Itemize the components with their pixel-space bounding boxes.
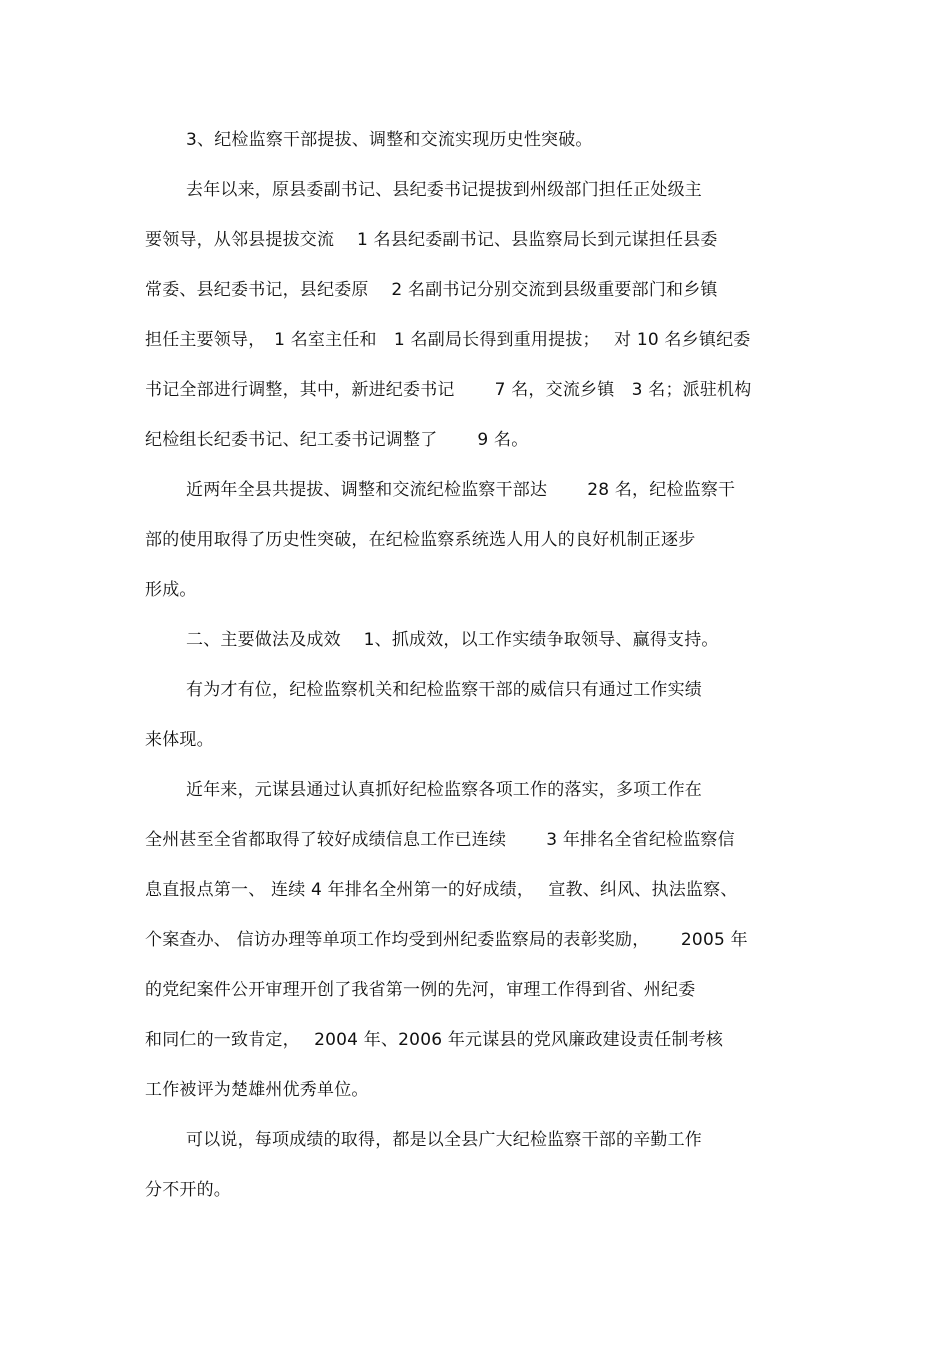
paragraph-line: 可以说，每项成绩的取得，都是以全县广大纪检监察干部的辛勤工作 — [186, 1130, 702, 1150]
paragraph-line: 息直报点第一、 连续 4 年排名全州第一的好成绩， 宣教、纠风、执法监察、 — [145, 880, 738, 900]
paragraph-line: 书记全部进行调整，其中，新进纪委书记 7 名，交流乡镇 3 名；派驻机构 — [145, 380, 752, 400]
paragraph-line: 担任主要领导， 1 名室主任和 1 名副局长得到重用提拔； 对 10 名乡镇纪委 — [145, 330, 751, 350]
paragraph-line: 要领导，从邻县提拔交流 1 名县纪委副书记、县监察局长到元谋担任县委 — [145, 230, 718, 250]
paragraph-line: 有为才有位，纪检监察机关和纪检监察干部的威信只有通过工作实绩 — [186, 680, 702, 700]
paragraph-line: 纪检组长纪委书记、纪工委书记调整了 9 名。 — [145, 430, 529, 450]
section-heading-3: 3、纪检监察干部提拔、调整和交流实现历史性突破。 — [186, 130, 593, 150]
paragraph-line: 近两年全县共提拔、调整和交流纪检监察干部达 28 名，纪检监察干 — [186, 480, 736, 500]
paragraph-line: 个案查办、 信访办理等单项工作均受到州纪委监察局的表彰奖励， 2005 年 — [145, 930, 748, 950]
paragraph-line: 部的使用取得了历史性突破，在纪检监察系统选人用人的良好机制正逐步 — [145, 530, 696, 550]
paragraph-line: 近年来，元谋县通过认真抓好纪检监察各项工作的落实，多项工作在 — [186, 780, 702, 800]
paragraph-line: 去年以来，原县委副书记、县纪委书记提拔到州级部门担任正处级主 — [186, 180, 702, 200]
paragraph-line: 的党纪案件公开审理开创了我省第一例的先河，审理工作得到省、州纪委 — [145, 980, 696, 1000]
paragraph-line: 分不开的。 — [145, 1180, 231, 1200]
paragraph-line: 来体现。 — [145, 730, 214, 750]
paragraph-line: 全州甚至全省都取得了较好成绩信息工作已连续 3 年排名全省纪检监察信 — [145, 830, 735, 850]
paragraph-line: 工作被评为楚雄州优秀单位。 — [145, 1080, 369, 1100]
paragraph-line: 常委、县纪委书记，县纪委原 2 名副书记分别交流到县级重要部门和乡镇 — [145, 280, 718, 300]
paragraph-line: 和同仁的一致肯定， 2004 年、2006 年元谋县的党风廉政建设责任制考核 — [145, 1030, 724, 1050]
section-heading-2: 二、主要做法及成效 1、抓成效，以工作实绩争取领导、赢得支持。 — [186, 630, 719, 650]
paragraph-line: 形成。 — [145, 580, 197, 600]
